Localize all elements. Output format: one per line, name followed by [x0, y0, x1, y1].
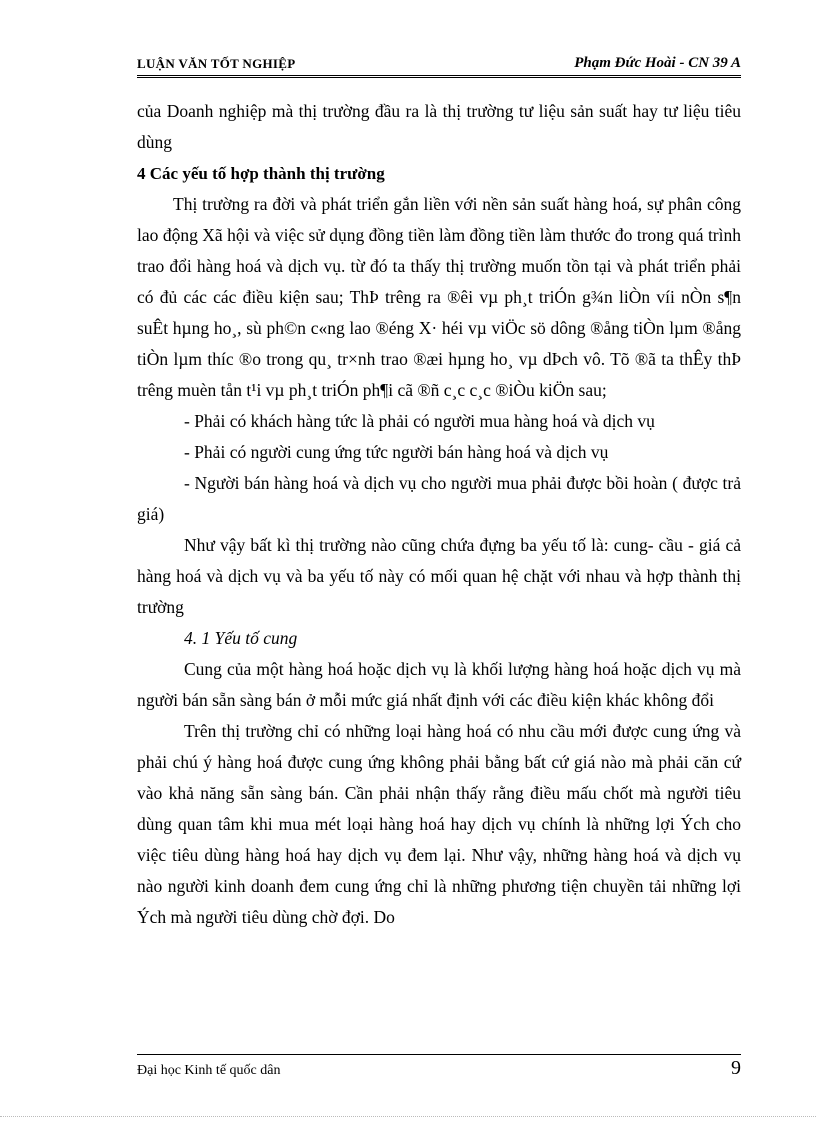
bullet-buyer: - Phải có khách hàng tức là phải có người mua hàng hoá và dịch vụ [184, 411, 655, 431]
thesis-label: LUẬN VĂN TỐT NGHIỆP [137, 56, 296, 71]
bullet-compensation: - Người bán hàng hoá và dịch vụ cho người mua phải được bồi hoàn ( được trả giá) [137, 473, 741, 524]
author-label: Phạm Đức Hoài - CN 39 A [574, 55, 741, 71]
paragraph-continuation: của Doanh nghiệp mà thị trường đầu ra là thị trường tư liệu sản suất hay tư liệu tiêu dùng [137, 101, 741, 152]
paragraph-supply-definition: Cung của một hàng hoá hoặc dịch vụ là khối lượng hàng hoá hoặc dịch vụ mà người bán sẵn sàng bán ở mỗi mức giá nhất định với các điều kiện khác không đổi [137, 659, 741, 710]
paragraph-three-factors: Như vậy bất kì thị trường nào cũng chứa đựng ba yếu tố là: cung- cầu - giá cả hàng hoá và dịch vụ và ba yếu tố này có mối quan hệ chặt với nhau và hợp thành thị trường [137, 535, 741, 617]
page-number: 9 [731, 1057, 741, 1079]
page-body [137, 96, 741, 933]
page-footer [137, 1057, 741, 1080]
footer-rule [137, 1054, 741, 1055]
bullet-seller: - Phải có người cung ứng tức người bán hàng hoá và dịch vụ [184, 442, 609, 462]
subsection-heading: 4. 1 Yếu tố cung [184, 628, 298, 648]
paragraph-market-origin: Thị trường ra đời và phát triển gắn liền với nền sản suất hàng hoá, sự phân công lao động Xã hội và việc sử dụng đồng tiền làm đồng tiền làm thước đo trong quá trình trao đổi hàng hoá và dịch vụ. từ đó ta thấy thị trường muốn tồn tại và phát triển phải có đủ các các điều kiện sau; ThÞ trêng ra ®êi vµ ph¸t triÓn g¾n liÒn víi nÒn s¶n suÊt hµng ho¸, sù ph©n c«ng lao ®éng X· héi vµ viÖc sö dông ®ång tiÒn lµm ®ång tiÒn lµm thíc ®o trong qu¸ tr×nh trao ®æi hµng ho¸ vµ dÞch vô. Tõ ®ã ta thÊy thÞ trêng muèn tån t¹i vµ ph¸t triÓn ph¶i cã ®ñ c¸c c¸c ®iÒu kiÖn sau; [137, 194, 741, 400]
page-edge-divider [0, 1116, 816, 1117]
university-label: Đại học Kinh tế quốc dân [137, 1063, 281, 1078]
section-heading: 4 Các yếu tố hợp thành thị trường [137, 164, 385, 183]
paragraph-supply-detail: Trên thị trường chỉ có những loại hàng hoá có nhu cầu mới được cung ứng và phải chú ý hàng hoá được cung ứng không phải bằng bất cứ giá nào mà phải căn cứ vào khả năng sẵn sàng bán. Cần phải nhận thấy rằng điều mấu chốt mà người tiêu dùng quan tâm khi mua mét loại hàng hoá hay dịch vụ chính là những lợi Ých cho việc tiêu dùng hàng hoá hay dịch vụ đem lại. Như vậy, những hàng hoá và dịch vụ nào người kinh doanh đem cung ứng chỉ là những phương tiện chuyền tải những lợi Ých mà người tiêu dùng chờ đợi. Do [137, 721, 741, 927]
page-header [137, 50, 741, 78]
